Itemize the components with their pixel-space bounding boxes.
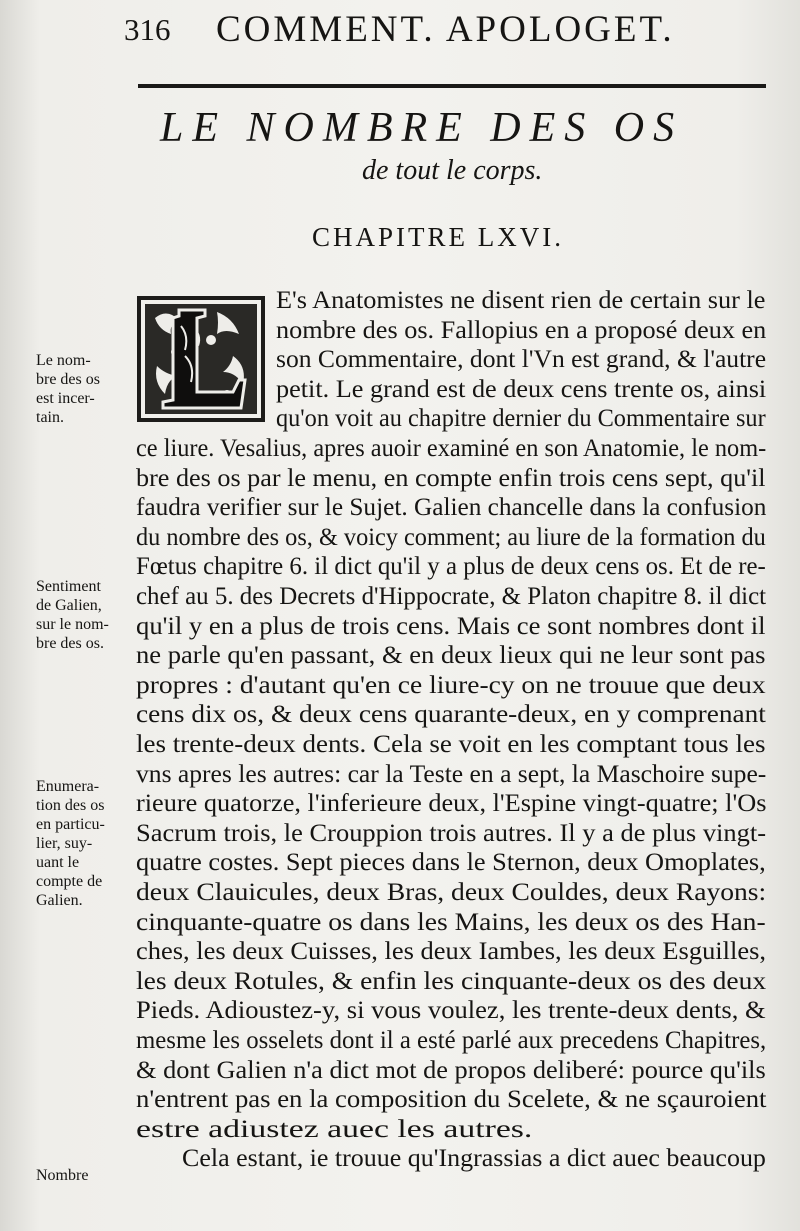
text-line: Pieds. Adioustez-y, si vous voulez, les trente-deux dents, & <box>136 997 766 1025</box>
text-line: mesme les osselets dont il a esté parlé aux precedens Chapitres, <box>136 1027 767 1054</box>
page-number: 316 <box>124 12 171 47</box>
text-line: les trente-deux dents. Cela se voit en les comptant tous les <box>136 731 766 758</box>
margin-note-line: tion des os <box>36 797 105 814</box>
text-line: les deux Rotules, & enfin les cinquante-deux os des deux <box>136 967 767 995</box>
margin-note-line: de Galien, <box>36 597 102 614</box>
text-line: quatre costes. Sept pieces dans le Sternon, deux Omoplates, <box>136 849 766 877</box>
margin-note-line: Le nom- <box>36 352 91 369</box>
margin-note-line: bre des os. <box>36 635 104 652</box>
text-line: cens dix os, & deux cens quarante-deux, en y comprenant <box>136 701 766 729</box>
text-line: deux Clauicules, deux Bras, deux Couldes, deux Rayons: <box>136 879 767 906</box>
margin-note-line: Sentiment <box>36 578 101 595</box>
text-line: Fœtus chapitre 6. il dict qu'il y a plus de deux cens os. Et de re- <box>136 553 766 581</box>
text-line: estre adiustez auec les autres. <box>136 1115 533 1143</box>
chapter-number: CHAPITRE LXVI. <box>312 222 564 252</box>
text-line: petit. Le grand est de deux cens trente os, ainsi <box>276 375 767 403</box>
margin-note-line: lier, suy- <box>36 835 93 852</box>
text-line: ce liure. Vesalius, apres auoir examiné en son Anatomie, le nom- <box>136 435 767 462</box>
ornate-initial-icon <box>137 296 265 422</box>
text-line: vns apres les autres: car la Teste en a sept, la Maschoire supe- <box>136 760 767 788</box>
chapter-title: LE NOMBRE DES OS <box>160 105 684 151</box>
text-line: chef au 5. des Decrets d'Hippocrate, & Platon chapitre 8. il dict <box>136 583 767 610</box>
text-line: ne parle qu'en passant, & en deux lieux qui ne leur sont pas <box>136 642 766 670</box>
text-line: propres : d'autant qu'en ce liure-cy on ne trouue que deux <box>136 671 766 699</box>
margin-note-line: Nombre <box>36 1167 89 1184</box>
text-line: du nombre des os, & voicy comment; au liure de la formation du <box>136 523 766 551</box>
margin-note-line: tain. <box>36 409 64 426</box>
text-line: & dont Galien n'a dict mot de propos deliberé: pource qu'ils <box>136 1056 766 1084</box>
text-line: bre des os par le menu, en compte enfin trois cens sept, qu'il <box>136 464 766 492</box>
text-line: ches, les deux Cuisses, les deux Iambes, les deux Esguilles, <box>136 938 767 966</box>
margin-note-line: sur le nom- <box>36 616 109 633</box>
chapter-subtitle: de tout le corps. <box>362 155 543 186</box>
text-line: E's Anatomistes ne disent rien de certain sur le <box>276 287 766 314</box>
text-line: son Commentaire, dont l'Vn est grand, & l'autre <box>276 346 767 374</box>
margin-note-line: uant le <box>36 854 80 871</box>
header-rule <box>138 84 766 88</box>
margin-note-line: en particu- <box>36 816 105 833</box>
text-line: Cela estant, ie trouue qu'Ingrassias a dict auec beaucoup <box>182 1145 766 1173</box>
text-line: faudra verifier sur le Sujet. Galien chancelle dans la confusion <box>136 494 767 522</box>
text-line: qu'il y en a plus de trois cens. Mais ce sont nombres dont il <box>136 612 766 640</box>
text-line: n'entrent pas en la composition du Scelete, & ne sçauroient <box>136 1086 767 1114</box>
page-header <box>124 6 694 50</box>
margin-note-line: Galien. <box>36 892 83 909</box>
margin-note-line: bre des os <box>36 371 100 388</box>
text-line: rieure quatorze, l'inferieure deux, l'Espine vingt-quatre; l'Os <box>136 790 767 818</box>
text-line: qu'on voit au chapitre dernier du Commentaire sur <box>276 405 766 433</box>
text-line: nombre des os. Fallopius en a proposé deux en <box>276 316 767 344</box>
drop-cap-initial <box>137 296 265 422</box>
running-title: COMMENT. APOLOGET. <box>216 9 675 50</box>
margin-note-line: est incer- <box>36 390 95 407</box>
text-line: Sacrum trois, le Crouppion trois autres. Il y a de plus vingt- <box>136 819 767 847</box>
margin-note-line: Enumera- <box>36 778 100 795</box>
margin-note-line: compte de <box>36 873 103 890</box>
text-line: cinquante-quatre os dans les Mains, les deux os des Han- <box>136 908 766 936</box>
